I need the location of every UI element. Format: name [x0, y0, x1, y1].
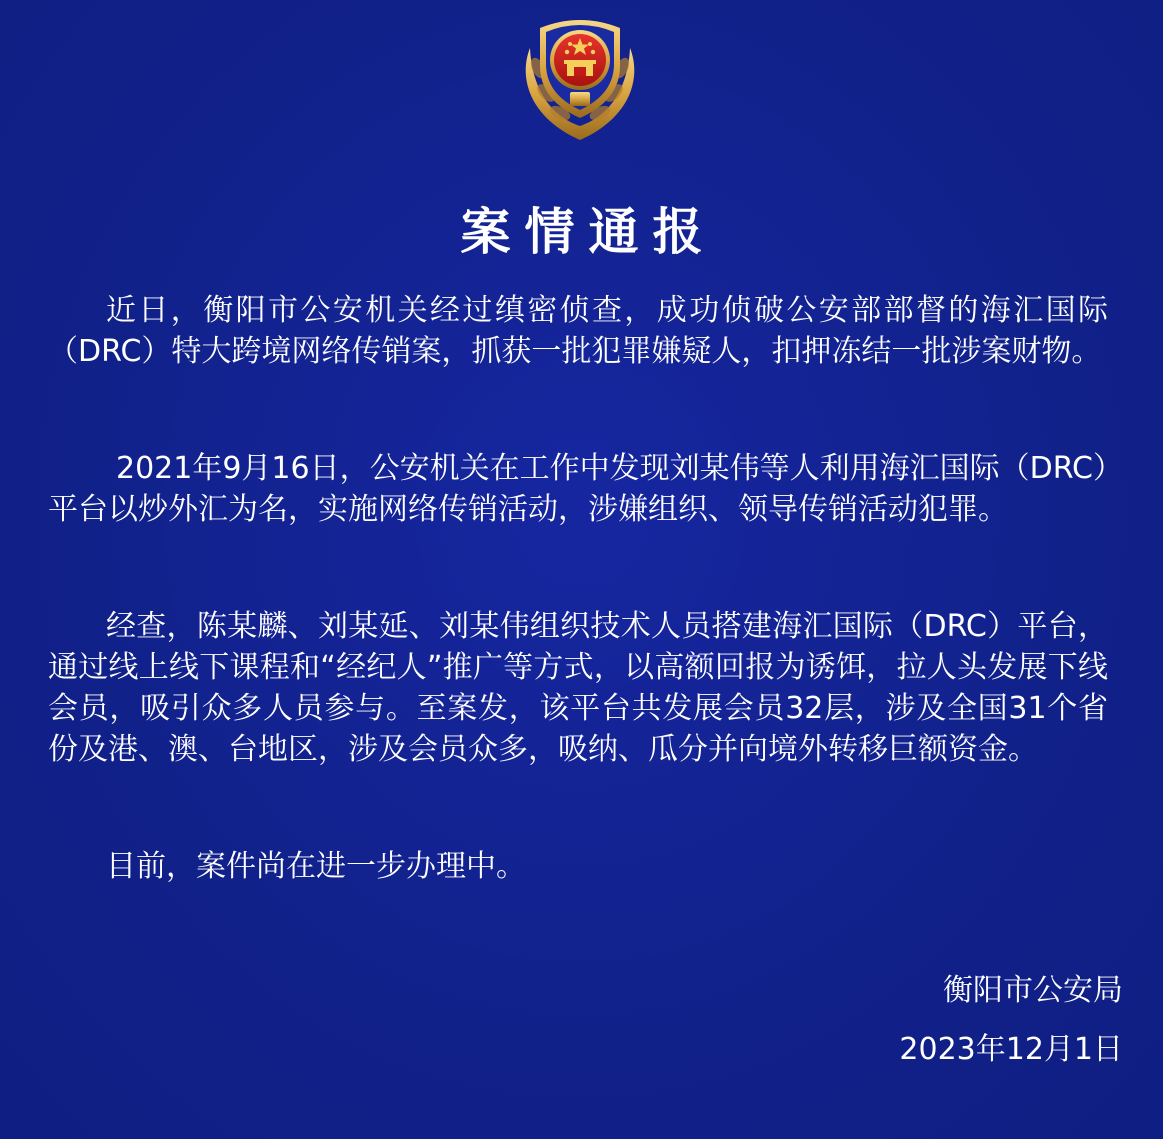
notice-body [48, 290, 1108, 963]
paragraph-2 [48, 448, 1108, 530]
police-emblem-icon [510, 8, 650, 148]
paragraph-1: 近日，衡阳市公安机关经过缜密侦查，成功侦破公安部部督的海汇国际（DRC）特大跨境网络传销案，抓获一批犯罪嫌疑人，扣押冻结一批涉案财物。 [48, 293, 1108, 369]
issue-date: 2023年12月1日 [899, 1032, 1123, 1067]
paragraph-3: 经查，陈某麟、刘某延、刘某伟组织技术人员搭建海汇国际（DRC）平台，通过线上线下课程和“经纪人”推广等方式，以高额回报为诱饵，拉人头发展下线会员，吸引众多人员参与。至案发，该平台共发展会员32层，涉及全国31个省份及港、澳、台地区，涉及会员众多，吸纳、瓜分并向境外转移巨额资金。 [48, 609, 1108, 767]
signature-block [899, 970, 1123, 1070]
paragraph-2-text: 2021年9月16日，公安机关在工作中发现刘某伟等人利用海汇国际（DRC）平台以炒外汇为名，实施网络传销活动，涉嫌组织、领导传销活动犯罪。 [48, 451, 1109, 527]
issuer-name: 衡阳市公安局 [943, 973, 1123, 1008]
paragraph-4: 目前，案件尚在进一步办理中。 [106, 849, 526, 884]
page-title: 案情通报 [460, 203, 717, 261]
